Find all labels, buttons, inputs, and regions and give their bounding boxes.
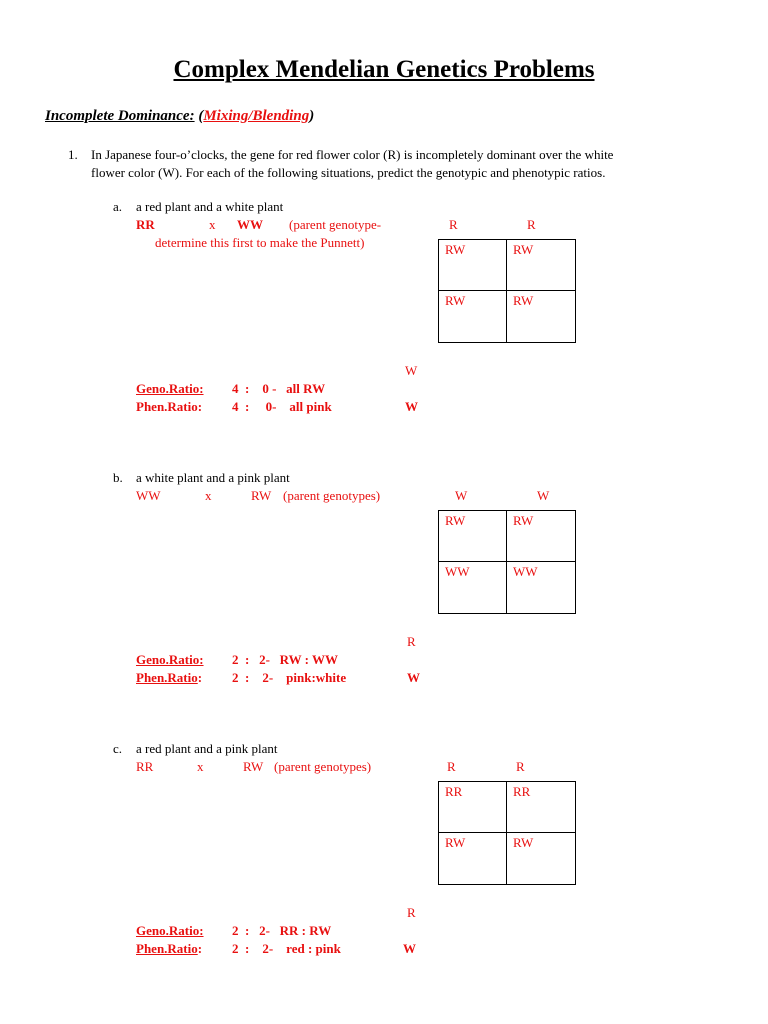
parent-note: (parent genotypes) bbox=[283, 488, 381, 503]
question-number: 1. bbox=[68, 147, 78, 162]
punnett-cell: RW bbox=[507, 240, 575, 291]
section-label: Incomplete Dominance: bbox=[45, 108, 195, 124]
phen-ratio-label: Phen.Ratio bbox=[136, 670, 198, 685]
phen-ratio-colon: : bbox=[197, 670, 203, 685]
geno-ratio-label: Geno.Ratio: bbox=[136, 381, 204, 396]
parent-2: WW bbox=[237, 217, 263, 232]
geno-ratio-label: Geno.Ratio: bbox=[136, 652, 204, 667]
cross-x: x bbox=[205, 488, 212, 503]
parent-2: RW bbox=[251, 488, 272, 503]
punnett-cell: RW bbox=[513, 835, 534, 850]
geno-ratio-label: Geno.Ratio: bbox=[136, 923, 204, 938]
page-title: Complex Mendelian Genetics Problems bbox=[173, 56, 595, 83]
section-heading bbox=[45, 108, 314, 125]
cross-x: x bbox=[209, 217, 216, 232]
question-line-1: In Japanese four-o’clocks, the gene for red flower color (R) is incompletely dominant over the white bbox=[91, 147, 614, 162]
punnett-cell: RW bbox=[439, 291, 507, 342]
top-allele-1: R bbox=[449, 217, 458, 232]
side-allele-2: W bbox=[405, 399, 418, 414]
punnett-square bbox=[438, 510, 576, 614]
problem-letter: a. bbox=[113, 199, 123, 214]
side-allele-1: R bbox=[407, 905, 416, 920]
phen-ratio-label: Phen.Ratio bbox=[136, 941, 198, 956]
problem-prompt: a white plant and a pink plant bbox=[136, 470, 290, 485]
problem-letter: c. bbox=[113, 741, 123, 756]
punnett-square bbox=[438, 239, 576, 343]
punnett-cell: WW bbox=[513, 564, 538, 579]
parent-2: RW bbox=[243, 759, 264, 774]
problem-prompt: a red plant and a pink plant bbox=[136, 741, 278, 756]
phen-ratio-value: 2 : 2- red : pink bbox=[232, 941, 341, 956]
punnett-cell: RR bbox=[507, 782, 575, 833]
geno-ratio-value: 2 : 2- RW : WW bbox=[232, 652, 338, 667]
phen-ratio-label-group bbox=[136, 941, 202, 957]
side-allele-2: W bbox=[403, 941, 416, 956]
side-allele-2: W bbox=[407, 670, 420, 685]
phen-ratio-value: 4 : 0- all pink bbox=[232, 399, 332, 414]
parent-1: RR bbox=[136, 759, 154, 774]
top-allele-1: W bbox=[455, 488, 468, 503]
phen-ratio-colon: : bbox=[197, 941, 203, 956]
punnett-cell: WW bbox=[439, 562, 507, 613]
top-allele-2: R bbox=[527, 217, 536, 232]
phen-ratio-label-group bbox=[136, 670, 202, 686]
geno-ratio-value: 4 : 0 - all RW bbox=[232, 381, 326, 396]
punnett-cell: RR bbox=[439, 782, 507, 833]
parent-note: (parent genotypes) bbox=[274, 759, 372, 774]
top-allele-2: R bbox=[516, 759, 525, 774]
parent-note-2: determine this first to make the Punnett) bbox=[155, 235, 365, 250]
punnett-cell: RW bbox=[439, 511, 507, 562]
question-line-2: flower color (W). For each of the following situations, predict the genotypic and phenotypic ratios. bbox=[91, 165, 606, 180]
paren-open: ( bbox=[198, 108, 204, 124]
parent-1: RR bbox=[136, 217, 155, 232]
punnett-cell: RW bbox=[513, 293, 534, 308]
section-subtitle: Mixing/Blending bbox=[203, 108, 310, 124]
geno-ratio-value: 2 : 2- RR : RW bbox=[232, 923, 332, 938]
phen-ratio-label: Phen.Ratio: bbox=[136, 399, 203, 414]
punnett-cell: RW bbox=[439, 240, 507, 291]
phen-ratio-value: 2 : 2- pink:white bbox=[232, 670, 347, 685]
paren-close: ) bbox=[309, 108, 315, 124]
side-allele-1: W bbox=[405, 363, 418, 378]
parent-note: (parent genotype- bbox=[289, 217, 382, 232]
top-allele-1: R bbox=[447, 759, 456, 774]
parent-1: WW bbox=[136, 488, 161, 503]
side-allele-1: R bbox=[407, 634, 416, 649]
punnett-cell: RW bbox=[507, 511, 575, 562]
punnett-cell: RW bbox=[439, 833, 507, 884]
problem-letter: b. bbox=[113, 470, 123, 485]
problem-prompt: a red plant and a white plant bbox=[136, 199, 284, 214]
cross-x: x bbox=[197, 759, 204, 774]
top-allele-2: W bbox=[537, 488, 550, 503]
punnett-square bbox=[438, 781, 576, 885]
